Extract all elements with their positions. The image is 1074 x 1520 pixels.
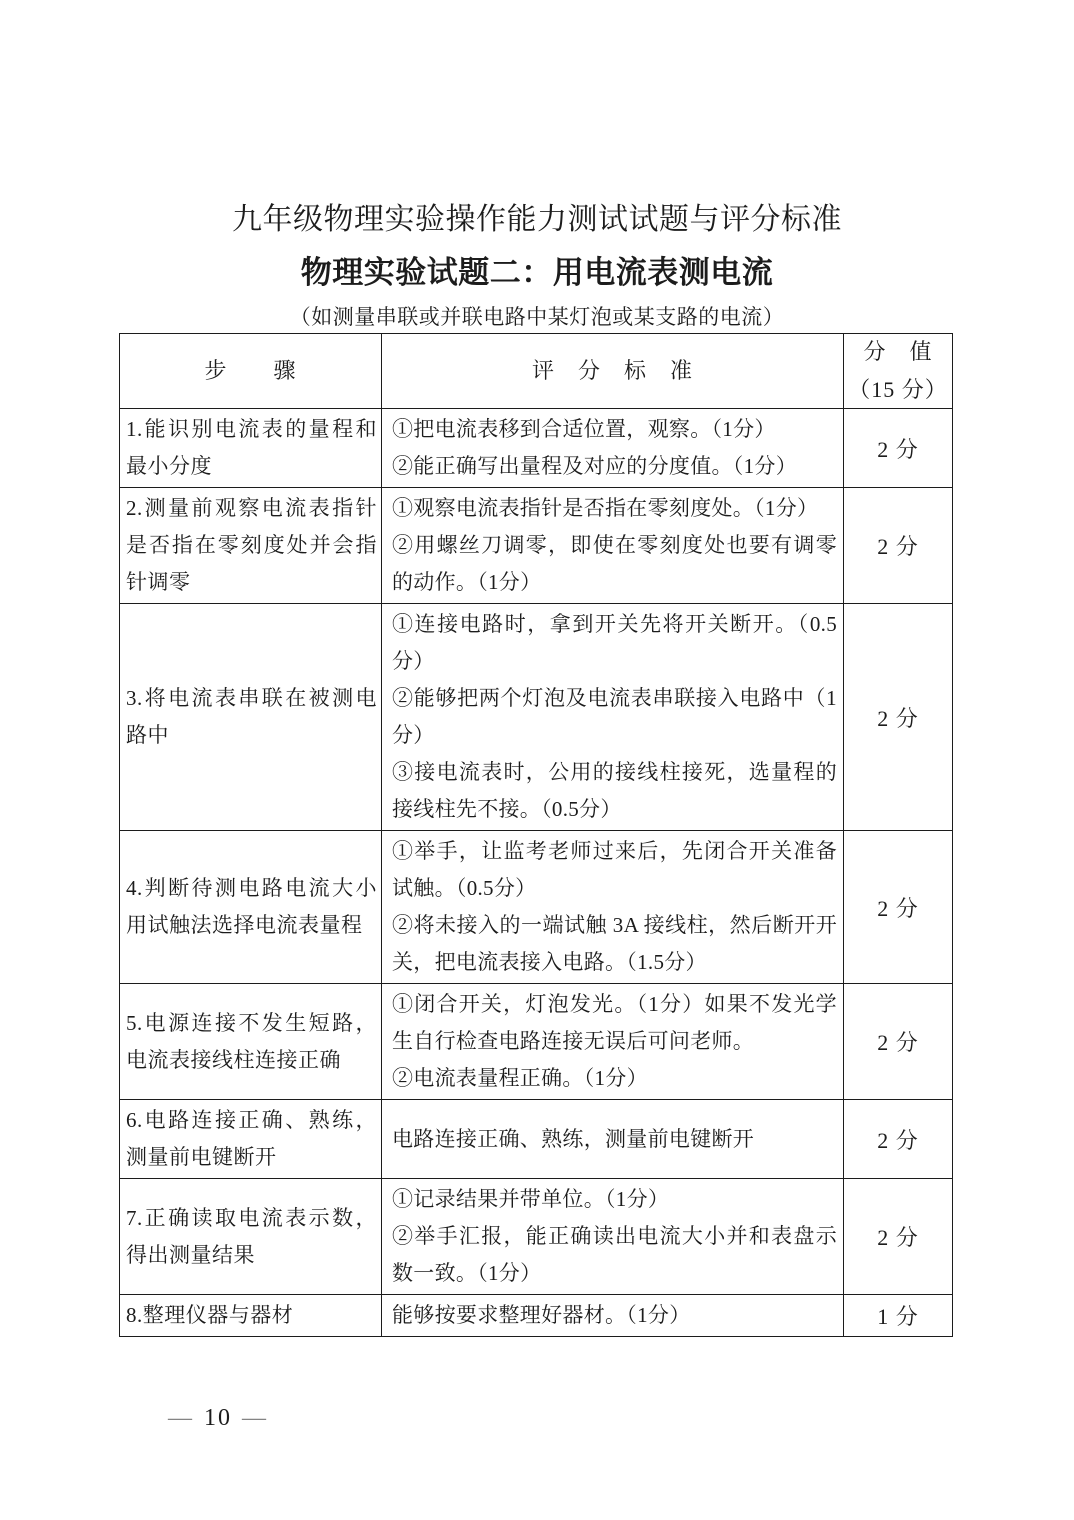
page-note: （如测量串联或并联电路中某灯泡或某支路的电流） (289, 305, 785, 329)
criteria-cell (382, 604, 844, 831)
table-header-row (120, 334, 953, 409)
step-cell: 3.将电流表串联在被测电路中 (120, 604, 382, 831)
scoring-table (119, 333, 953, 1337)
criteria-cell (382, 1100, 844, 1179)
criteria-line: ①举手，让监考老师过来后，先闭合开关准备试触。（0.5分） (392, 839, 837, 900)
footer-page-number: 10 (204, 1405, 232, 1431)
table-row (120, 831, 953, 984)
criteria-line: ①观察电流表指针是否指在零刻度处。（1分） (392, 496, 819, 520)
table-row (120, 1100, 953, 1179)
header-score (844, 334, 953, 409)
criteria-line: ②电流表量程正确。（1分） (392, 1066, 648, 1090)
footer-right-dash: — (242, 1405, 268, 1431)
score-cell: 2 分 (844, 984, 953, 1100)
header-steps (120, 334, 382, 409)
criteria-line: ①记录结果并带单位。（1分） (392, 1187, 670, 1211)
criteria-cell (382, 488, 844, 604)
table-row (120, 1179, 953, 1295)
score-cell: 2 分 (844, 604, 953, 831)
criteria-line: ②用螺丝刀调零，即使在零刻度处也要有调零的动作。（1分） (392, 533, 837, 594)
step-cell: 2.测量前观察电流表指针是否指在零刻度处并会指针调零 (120, 488, 382, 604)
header-criteria-label: 评 分 标 准 (531, 358, 693, 383)
step-cell: 6.电路连接正确、熟练，测量前电键断开 (120, 1100, 382, 1179)
step-cell: 4.判断待测电路电流大小用试触法选择电流表量程 (120, 831, 382, 984)
criteria-cell (382, 1179, 844, 1295)
criteria-cell (382, 409, 844, 488)
table-row (120, 409, 953, 488)
table-row (120, 984, 953, 1100)
score-cell: 2 分 (844, 1100, 953, 1179)
page-footer (168, 1405, 268, 1432)
header-score-label-line2: （15 分） (848, 377, 948, 402)
table-row (120, 604, 953, 831)
header-score-label-line1: 分 值 (863, 339, 933, 364)
criteria-line: 电路连接正确、熟练，测量前电键断开 (392, 1126, 755, 1151)
criteria-cell (382, 1295, 844, 1337)
criteria-line: ①连接电路时，拿到开关先将开关断开。（0.5分） (392, 612, 837, 673)
table-row (120, 1295, 953, 1337)
criteria-line: ①闭合开关，灯泡发光。（1分）如果不发光学生自行检查电路连接无误后可问老师。 (392, 992, 837, 1053)
criteria-line: ①把电流表移到合适位置，观察。（1分） (392, 417, 776, 441)
criteria-line: ③接电流表时，公用的接线柱接死，选量程的接线柱先不接。（0.5分） (392, 760, 837, 821)
header-criteria (382, 334, 844, 409)
criteria-cell (382, 831, 844, 984)
criteria-line: ②能正确写出量程及对应的分度值。（1分） (392, 454, 797, 478)
criteria-line: ②举手汇报，能正确读出电流大小并和表盘示数一致。（1分） (392, 1224, 837, 1285)
page-subtitle: 物理实验试题二：用电流表测电流 (300, 255, 774, 290)
criteria-line: ②将未接入的一端试触 3A 接线柱，然后断开开关，把电流表接入电路。（1.5分） (392, 913, 837, 974)
criteria-cell (382, 984, 844, 1100)
step-cell: 7.正确读取电流表示数，得出测量结果 (120, 1179, 382, 1295)
table-row (120, 488, 953, 604)
step-cell: 1.能识别电流表的量程和最小分度 (120, 409, 382, 488)
criteria-line: ②能够把两个灯泡及电流表串联接入电路中（1分） (392, 686, 837, 747)
footer-left-dash: — (168, 1405, 194, 1431)
score-cell: 2 分 (844, 1179, 953, 1295)
score-cell: 2 分 (844, 409, 953, 488)
page-title: 九年级物理实验操作能力测试试题与评分标准 (232, 203, 842, 236)
step-cell: 5.电源连接不发生短路，电流表接线柱连接正确 (120, 984, 382, 1100)
criteria-line: 能够按要求整理好器材。（1分） (392, 1303, 691, 1327)
score-cell: 1 分 (844, 1295, 953, 1337)
header-steps-label: 步 骤 (204, 358, 297, 383)
scoring-table-container (119, 333, 952, 1337)
score-cell: 2 分 (844, 488, 953, 604)
score-cell: 2 分 (844, 831, 953, 984)
step-cell: 8.整理仪器与器材 (120, 1295, 382, 1337)
